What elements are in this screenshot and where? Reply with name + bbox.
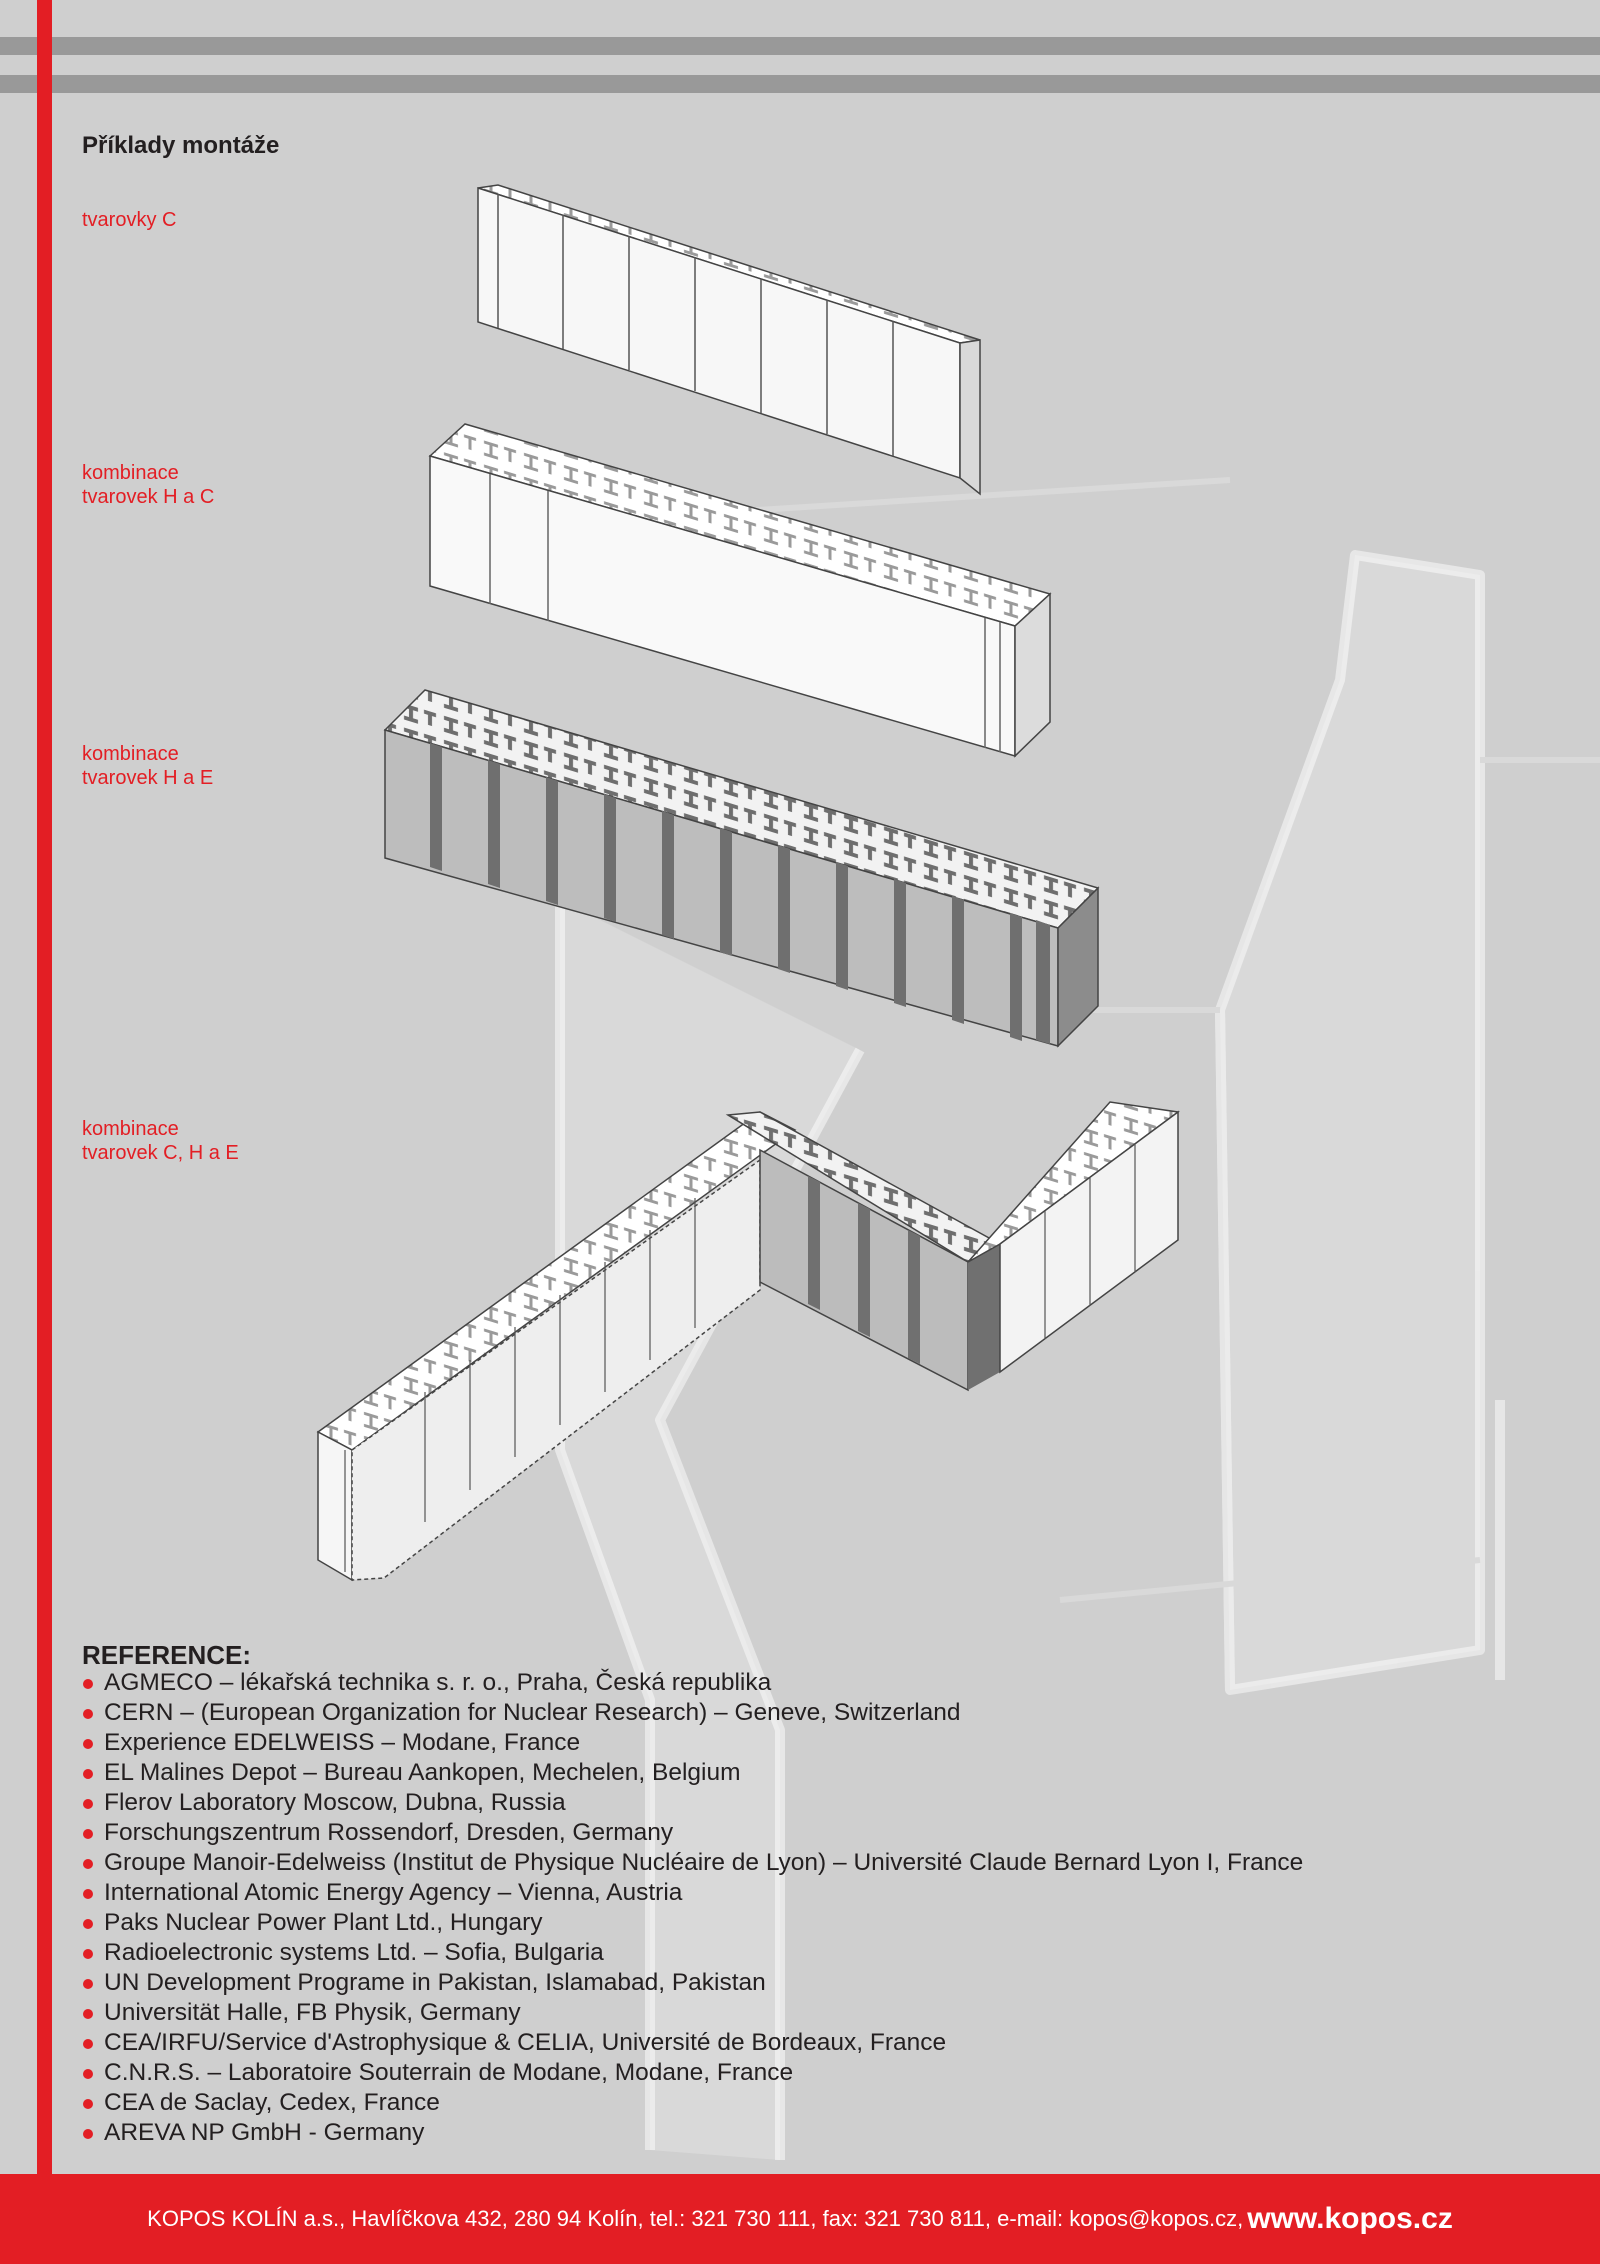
bullet-icon xyxy=(83,1949,93,1959)
reference-item xyxy=(82,1998,1303,2028)
bullet-icon xyxy=(83,2069,93,2079)
reference-item xyxy=(82,1758,1303,1788)
reference-text: CERN – (European Organization for Nuclear Research) – Geneve, Switzerland xyxy=(104,1699,961,1726)
reference-text: Universität Halle, FB Physik, Germany xyxy=(104,1999,521,2026)
reference-item xyxy=(82,1668,1303,1698)
reference-text: International Atomic Energy Agency – Vienna, Austria xyxy=(104,1879,683,1906)
reference-item xyxy=(82,1938,1303,1968)
reference-item xyxy=(82,2058,1303,2088)
reference-item xyxy=(82,1848,1303,1878)
bullet-icon xyxy=(83,1799,93,1809)
bullet-icon xyxy=(83,2129,93,2139)
reference-text: Forschungszentrum Rossendorf, Dresden, Germany xyxy=(104,1819,674,1846)
bullet-icon xyxy=(83,1769,93,1779)
caption-line: kombinace xyxy=(82,462,179,484)
reference-item xyxy=(82,1908,1303,1938)
reference-item xyxy=(82,1818,1303,1848)
reference-item xyxy=(82,1968,1303,1998)
reference-item xyxy=(82,2118,1303,2148)
reference-item xyxy=(82,1788,1303,1818)
references-list xyxy=(82,1668,1303,2148)
bullet-icon xyxy=(83,1889,93,1899)
bullet-icon xyxy=(83,1739,93,1749)
reference-text: Groupe Manoir-Edelweiss (Institut de Physique Nucléaire de Lyon) – Université Claude Bernard Lyon I, France xyxy=(104,1849,1304,1876)
reference-item xyxy=(82,1698,1303,1728)
reference-text: UN Development Programe in Pakistan, Islamabad, Pakistan xyxy=(104,1969,766,1996)
caption-line: kombinace xyxy=(82,1118,179,1140)
bullet-icon xyxy=(83,2009,93,2019)
reference-item xyxy=(82,2028,1303,2058)
reference-text: EL Malines Depot – Bureau Aankopen, Mechelen, Belgium xyxy=(104,1759,741,1786)
reference-item xyxy=(82,1878,1303,1908)
reference-item xyxy=(82,1728,1303,1758)
reference-text: AGMECO – lékařská technika s. r. o., Praha, Česká republika xyxy=(104,1669,772,1696)
drawing-c-blocks xyxy=(478,185,980,494)
bullet-icon xyxy=(83,1979,93,1989)
reference-text: Radioelectronic systems Ltd. – Sofia, Bulgaria xyxy=(104,1939,604,1966)
bullet-icon xyxy=(83,2039,93,2049)
caption-line: tvarovek H a E xyxy=(82,767,214,789)
reference-text: Paks Nuclear Power Plant Ltd., Hungary xyxy=(104,1909,543,1936)
drawing-c-h-e-blocks xyxy=(318,1102,1178,1580)
caption-line: kombinace xyxy=(82,743,179,765)
footer-website-link[interactable]: www.kopos.cz xyxy=(1247,2202,1453,2235)
bullet-icon xyxy=(83,1919,93,1929)
reference-text: C.N.R.S. – Laboratoire Souterrain de Modane, Modane, France xyxy=(104,2059,794,2086)
references-heading: REFERENCE: xyxy=(82,1640,252,1670)
caption-line: tvarovky C xyxy=(82,209,177,231)
reference-text: AREVA NP GmbH - Germany xyxy=(104,2119,425,2146)
footer-contact-text: KOPOS KOLÍN a.s., Havlíčkova 432, 280 94 Kolín, tel.: 321 730 111, fax: 321 730 811, e-mail: kopos@kopos.cz, xyxy=(147,2206,1244,2231)
reference-text: Experience EDELWEISS – Modane, France xyxy=(104,1729,581,1756)
reference-item xyxy=(82,2088,1303,2118)
bullet-icon xyxy=(83,1859,93,1869)
reference-text: Flerov Laboratory Moscow, Dubna, Russia xyxy=(104,1789,566,1816)
bullet-icon xyxy=(83,1709,93,1719)
caption-line: tvarovek C, H a E xyxy=(82,1142,239,1164)
caption-line: tvarovek H a C xyxy=(82,486,215,508)
bullet-icon xyxy=(83,2099,93,2109)
page-title: Příklady montáže xyxy=(82,132,280,159)
reference-text: CEA/IRFU/Service d'Astrophysique & CELIA, Université de Bordeaux, France xyxy=(104,2029,947,2056)
bullet-icon xyxy=(83,1829,93,1839)
reference-text: CEA de Saclay, Cedex, France xyxy=(104,2089,440,2116)
bullet-icon xyxy=(83,1679,93,1689)
footer-bar xyxy=(0,2174,1600,2264)
